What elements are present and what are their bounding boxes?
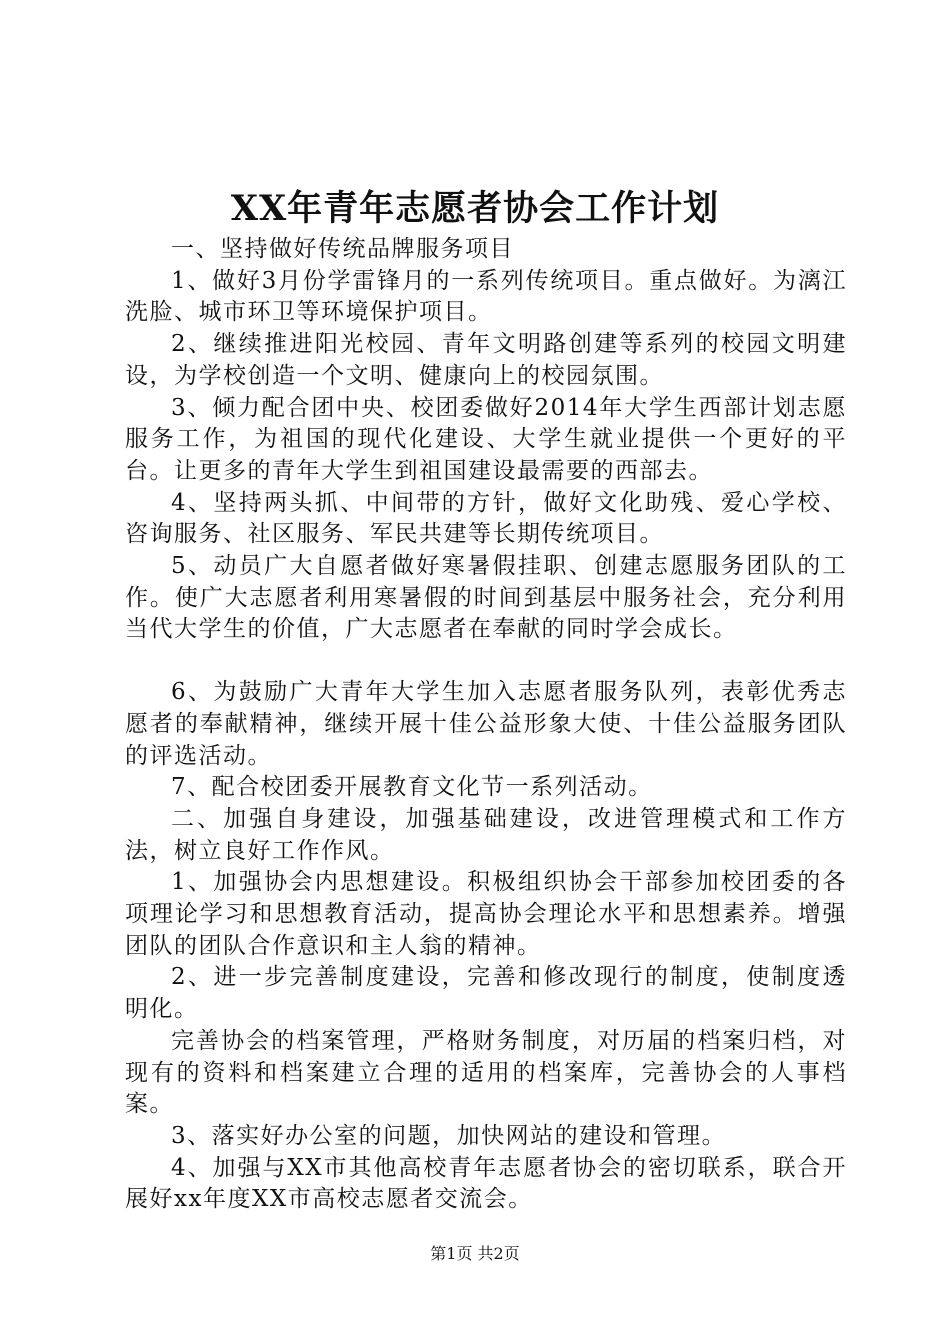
- section-heading-2: 二、加强自身建设，加强基础建设，改进管理模式和工作方法，树立良好工作作风。: [125, 805, 847, 864]
- paragraph-1-5: 5、动员广大自愿者做好寒暑假挂职、创建志愿服务团队的工作。使广大志愿者利用寒暑假的时间到基层中服务社会，充分利用当代大学生的价值，广大志愿者在奉献的同时学会成长。: [125, 553, 847, 643]
- document-body: [125, 234, 847, 1216]
- document-title: XX年青年志愿者协会工作计划: [230, 188, 720, 229]
- paragraph-2-1: 1、加强协会内思想建设。积极组织协会干部参加校团委的各项理论学习和思想教育活动，提高协会理论水平和思想素养。增强团队的团队合作意识和主人翁的精神。: [125, 869, 847, 959]
- page-footer: 第1页 共2页: [430, 1244, 520, 1263]
- paragraph-2-3: 3、落实好办公室的问题，加快网站的建设和管理。: [171, 1122, 727, 1149]
- paragraph-2-4: 4、加强与XX市其他高校青年志愿者协会的密切联系，联合开展好xx年度XX市高校志愿者交流会。: [125, 1154, 847, 1213]
- paragraph-1-1: 1、做好3月份学雷锋月的一系列传统项目。重点做好。为漓江洗脸、城市环卫等环境保护项目。: [125, 267, 847, 326]
- paragraph-1-4: 4、坚持两头抓、中间带的方针，做好文化助残、爱心学校、咨询服务、社区服务、军民共建等长期传统项目。: [125, 489, 847, 548]
- paragraph-1-2: 2、继续推进阳光校园、青年文明路创建等系列的校园文明建设，为学校创造一个文明、健康向上的校园氛围。: [125, 331, 847, 389]
- paragraph-2-2-archive: 完善协会的档案管理，严格财务制度，对历届的档案归档，对现有的资料和档案建立合理的适用的档案库，完善协会的人事档案。: [125, 1027, 847, 1118]
- paragraph-1-3: 3、倾力配合团中央、校团委做好2014年大学生西部计划志愿服务工作，为祖国的现代化建设、大学生就业提供一个更好的平台。让更多的青年大学生到祖国建设最需要的西部去。: [125, 394, 847, 484]
- section-heading-1: 一、坚持做好传统品牌服务项目: [171, 236, 514, 262]
- paragraph-2-2: 2、进一步完善制度建设，完善和修改现行的制度，使制度透明化。: [125, 964, 847, 1023]
- paragraph-1-6: 6、为鼓励广大青年大学生加入志愿者服务队列，表彰优秀志愿者的奉献精神，继续开展十佳公益形象大使、十佳公益服务团队的评选活动。: [125, 679, 847, 769]
- paragraph-1-7: 7、配合校团委开展教育文化节一系列活动。: [171, 774, 653, 801]
